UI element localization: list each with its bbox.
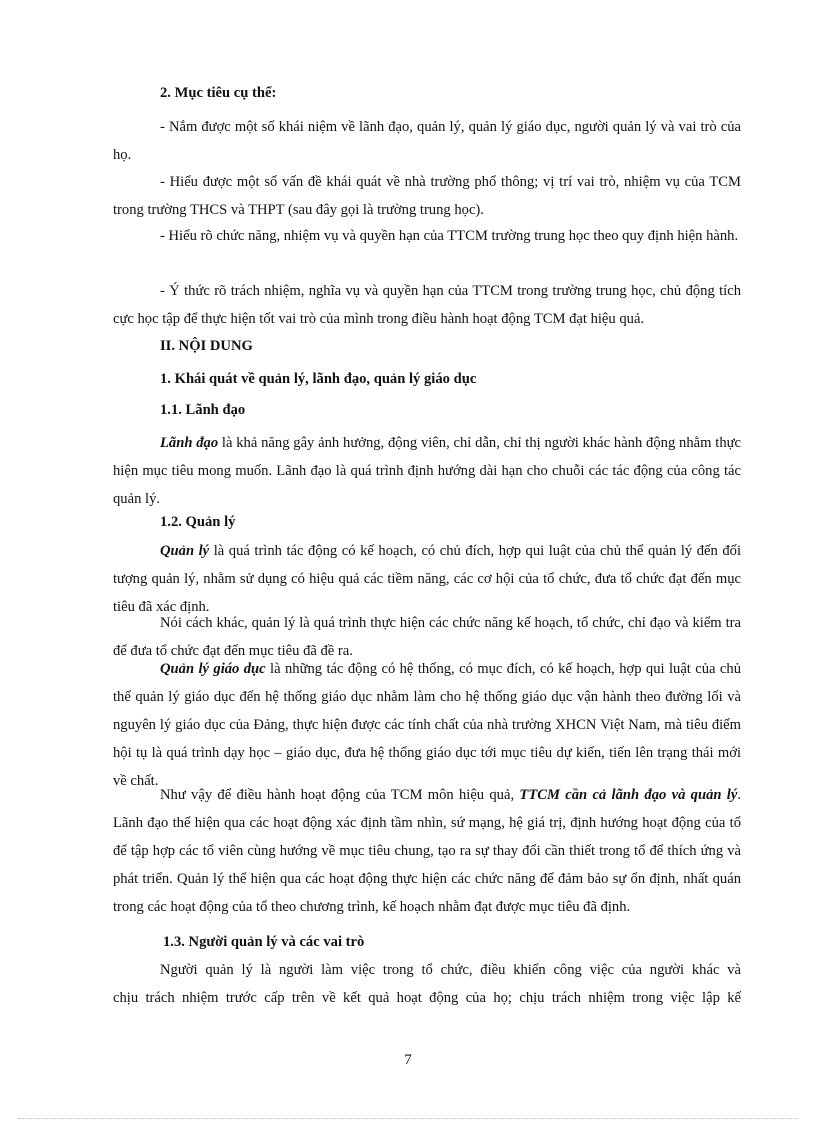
heading-quan-ly: 1.2. Quản lý <box>160 514 236 530</box>
page-number: 7 <box>404 1052 412 1068</box>
paragraph-nguoi-quan-ly: Người quản lý là người làm việc trong tổ chức, điều khiển công việc của người khác và chịu trách nhiệm trước cấp trên về kết quả hoạt động của họ; chịu trách nhiệm trong việc lập kế <box>113 962 741 1006</box>
heading-lanh-dao: 1.1. Lãnh đạo <box>160 402 246 418</box>
paragraph-nhu-vay: Như vậy để điều hành hoạt động của TCM môn hiệu quả, TTCM cần cả lãnh đạo và quản lý. Lãnh đạo thể hiện qua các hoạt động xác định tầm nhìn, sứ mạng, hệ giá trị, định hướng hoạt động của tổ để tập hợp các tổ viên cùng hướng về mục tiêu chung, tạo ra sự thay đổi cần thiết trong tổ để thích ứng và phát triển. Quản lý thể hiện qua các hoạt động thực hiện các chức năng để đảm bảo sự ổn định, nhất quán trong các hoạt động của tổ theo chương trình, kế hoạch nhằm đạt được mục tiêu đã định. <box>113 787 741 915</box>
term-quan-ly-giao-duc: Quản lý giáo dục <box>160 661 266 677</box>
paragraph-lanh-dao: Lãnh đạo là khả năng gây ảnh hưởng, động viên, chỉ dẫn, chỉ thị người khác hành động nhằm thực hiện mục tiêu mong muốn. Lãnh đạo là quá trình định hướng dài hạn cho chuỗi các tác động của công tác quản lý. <box>113 435 741 507</box>
paragraph: Nói cách khác, quản lý là quá trình thực hiện các chức năng kế hoạch, tổ chức, chỉ đạo và kiểm tra để đưa tổ chức đạt đến mục tiêu đã đề ra. <box>113 615 741 659</box>
paragraph-quan-ly: Quản lý là quá trình tác động có kế hoạch, có chủ đích, hợp qui luật của chủ thể quản lý đến đối tượng quản lý, nhằm sử dụng có hiệu quả các tiềm năng, các cơ hội của tổ chức, đưa tổ chức đạt đến mục tiêu đã xác định. <box>113 543 742 615</box>
paragraph: - Nắm được một số khái niệm về lãnh đạo, quản lý, quản lý giáo dục, người quản lý và vai trò của họ. <box>113 119 741 163</box>
page-bottom-divider <box>18 1118 798 1119</box>
heading-noi-dung: II. NỘI DUNG <box>160 338 253 354</box>
term-lanh-dao: Lãnh đạo <box>160 435 219 451</box>
paragraph: - Ý thức rõ trách nhiệm, nghĩa vụ và quyền hạn của TTCM trong trường trung học, chủ động tích cực học tập để thực hiện tốt vai trò của mình trong điều hành hoạt động TCM đạt hiệu quả. <box>113 283 741 327</box>
paragraph-quan-ly-giao-duc: Quản lý giáo dục là những tác động có hệ thống, có mục đích, có kế hoạch, hợp qui luật của chủ thể quản lý giáo dục đến hệ thống giáo dục nhằm làm cho hệ thống giáo dục vận hành theo đường lối và nguyên lý giáo dục của Đảng, thực hiện được các tính chất của nhà trường XHCN Việt Nam, mà tiêu điểm hội tụ là quá trình dạy học – giáo dục, đưa hệ thống giáo dục tới mục tiêu dự kiến, tiến lên trạng thái mới về chất. <box>113 661 741 789</box>
term-quan-ly: Quản lý <box>160 543 210 559</box>
emphasis-ttcm: TTCM cần cả lãnh đạo và quản lý <box>519 787 738 803</box>
heading-nguoi-quan-ly: 1.3. Người quản lý và các vai trò <box>163 934 365 950</box>
paragraph: - Hiểu được một số vấn đề khái quát về nhà trường phổ thông; vị trí vai trò, nhiệm vụ của TCM trong trường THCS và THPT (sau đây gọi là trường trung học). <box>113 174 741 218</box>
heading-khai-quat: 1. Khái quát về quản lý, lãnh đạo, quản lý giáo dục <box>160 371 477 387</box>
heading-muc-tieu: 2. Mục tiêu cụ thể: <box>160 85 277 101</box>
paragraph: - Hiểu rõ chức năng, nhiệm vụ và quyền hạn của TTCM trường trung học theo quy định hiện hành. <box>160 228 739 244</box>
